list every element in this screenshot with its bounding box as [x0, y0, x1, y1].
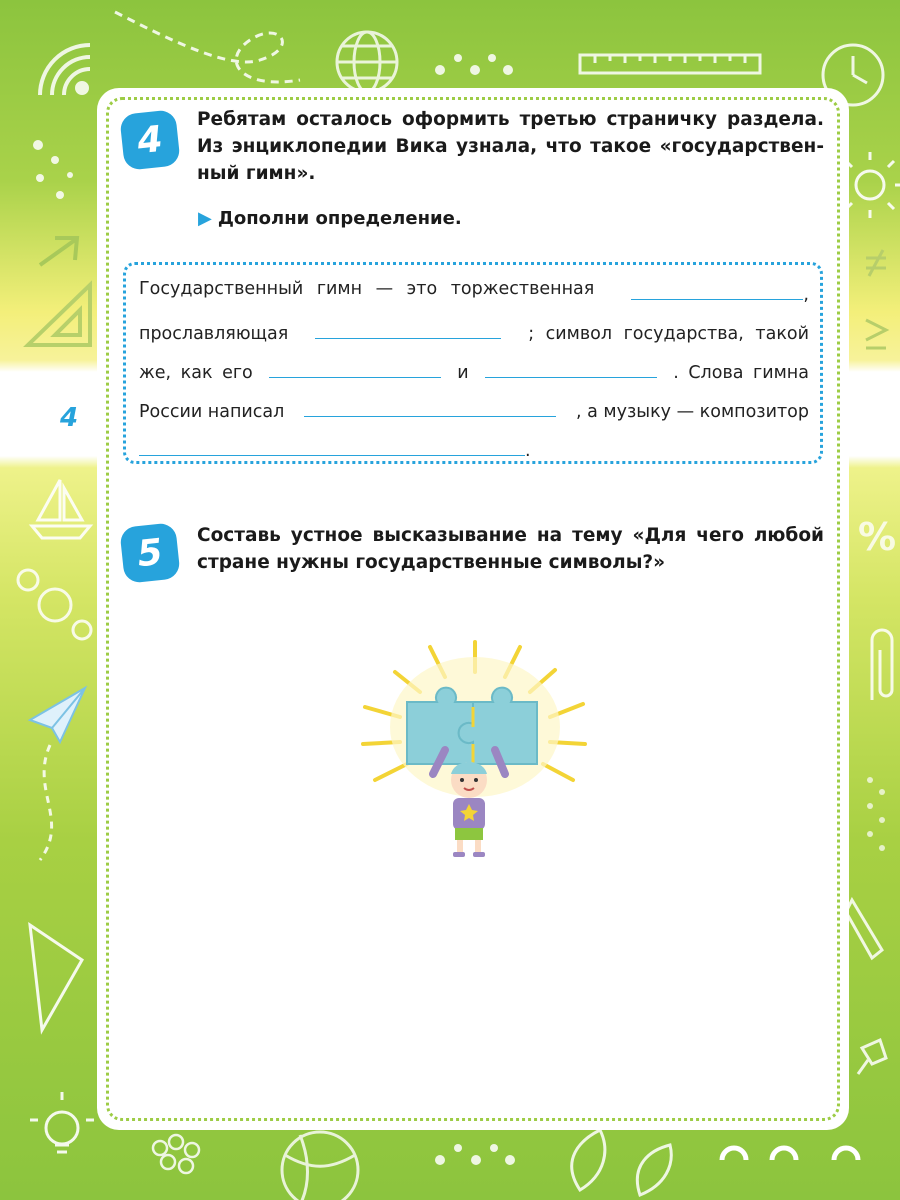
task-number-badge-5: 5 [119, 522, 181, 584]
definition-text-2b: ; символ государства, такой [528, 324, 809, 344]
definition-text-1: Государственный гимн — это торжественная [139, 279, 595, 299]
definition-line-4 [139, 396, 809, 422]
ball-icon [282, 1132, 358, 1200]
definition-text-3a: же, как его [139, 363, 253, 383]
paper-plane-icon [30, 688, 85, 742]
definition-text-3c: . Слова гимна [673, 363, 809, 383]
task-4-line-2: Из энциклопедии Вика узнала, что такое «государствен- [197, 136, 824, 157]
definition-text-2a: прославляющая [139, 324, 289, 344]
blank-field-5[interactable] [304, 396, 556, 417]
leaf-icon [572, 1130, 672, 1195]
child-with-puzzle-illustration [345, 632, 605, 872]
arrow-icon [40, 238, 77, 265]
task-4-text [197, 106, 824, 187]
definition-line-2 [139, 318, 809, 344]
task-5-line-2: стране нужны государственные символы?» [197, 552, 666, 573]
dashed-curve [115, 12, 300, 82]
percent-icon: % [858, 515, 897, 559]
task-number-badge-4: 4 [119, 109, 181, 171]
definition-text-4b: , а музыку — композитор [576, 402, 809, 422]
definition-text-4a: России написал [139, 402, 285, 422]
dots-icon [435, 54, 513, 75]
comma: , [803, 285, 809, 305]
dots-icon [435, 1144, 515, 1165]
blank-field-4[interactable] [485, 357, 657, 378]
set-square-icon [28, 285, 90, 345]
math-symbols-icon [866, 250, 886, 348]
paperclip-icon [872, 630, 892, 700]
wifi-icon [40, 45, 90, 95]
blank-field-6[interactable] [139, 435, 525, 456]
pencil-icon [846, 900, 882, 958]
dots-icon [33, 140, 73, 199]
arc-doodles [722, 1148, 858, 1160]
definition-line-1 [139, 279, 809, 305]
task-4-line-3: ный гимн». [197, 163, 316, 184]
globe-icon [337, 32, 397, 92]
triangle-icon [30, 925, 82, 1030]
page-card [97, 88, 849, 1130]
lightbulb-icon [30, 1092, 94, 1152]
task-4-line-1: Ребятам осталось оформить третью страничку раздела. [197, 109, 824, 130]
period: . [525, 441, 531, 461]
task-5-line-1: Составь устное высказывание на тему «Для чего любой [197, 525, 824, 546]
definition-text-3b: и [457, 363, 469, 383]
berries-icon [153, 1135, 199, 1173]
definition-line-5 [139, 435, 531, 461]
definition-line-3 [139, 357, 809, 383]
dashed-trail [40, 745, 52, 860]
page-number: 4 [60, 403, 79, 433]
task-4-instruction [198, 208, 462, 229]
instruction-text: Дополни определение. [217, 208, 462, 229]
sailboat-icon [32, 480, 90, 538]
pushpin-icon [858, 1040, 886, 1074]
gear-icon [18, 570, 91, 639]
blank-field-3[interactable] [269, 357, 441, 378]
task-5-text [197, 522, 824, 576]
play-arrow-icon: ▶ [198, 208, 212, 229]
ruler-icon [580, 55, 760, 73]
dots-icon [867, 777, 885, 851]
blank-field-2[interactable] [315, 318, 501, 339]
blank-field-1[interactable] [631, 279, 803, 300]
